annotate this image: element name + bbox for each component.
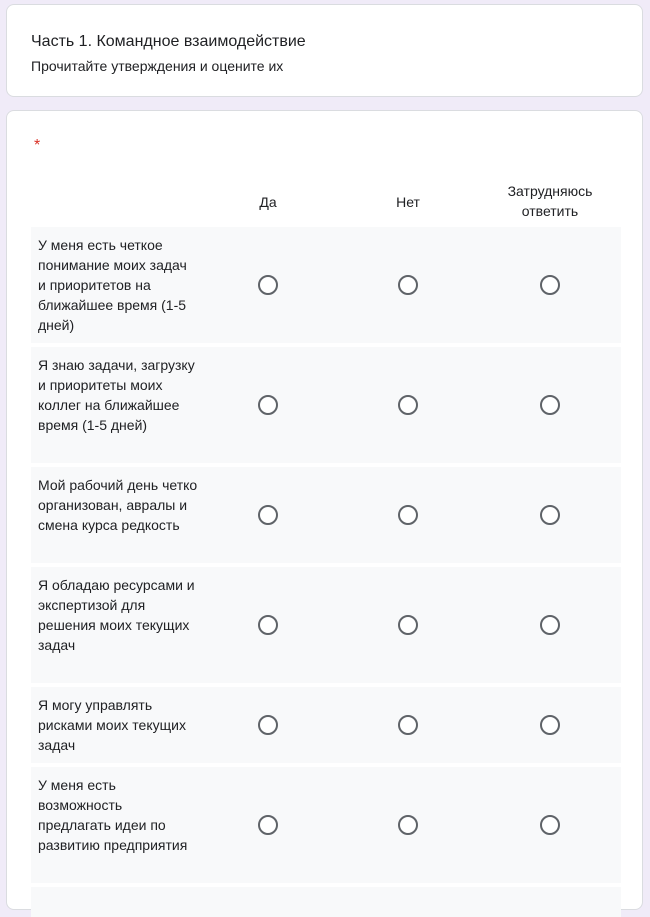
radio-row2-yes[interactable] — [258, 395, 278, 415]
grid-row — [31, 887, 621, 917]
grid-row — [31, 567, 621, 683]
section-description: Прочитайте утверждения и оцените их — [31, 58, 284, 74]
section-title: Часть 1. Командное взаимодействие — [31, 33, 306, 50]
row-label: У меня есть возможность предлагать идеи по развитию предприятия — [38, 777, 188, 853]
radio-row5-no[interactable] — [398, 715, 418, 735]
radio-row6-unsure[interactable] — [540, 815, 560, 835]
radio-row4-yes[interactable] — [258, 615, 278, 635]
row-label: Я могу управлять рисками моих текущих задач — [38, 697, 186, 753]
column-header-no: Нет — [396, 194, 420, 210]
section-header-card — [6, 4, 643, 97]
radio-row3-yes[interactable] — [258, 505, 278, 525]
radio-row2-unsure[interactable] — [540, 395, 560, 415]
column-header-unsure: Затрудняюсь ответить — [507, 183, 593, 219]
grid-row — [31, 227, 621, 343]
radio-row1-yes[interactable] — [258, 275, 278, 295]
radio-row2-no[interactable] — [398, 395, 418, 415]
grid-row — [31, 467, 621, 563]
radio-row5-unsure[interactable] — [540, 715, 560, 735]
grid-question-card — [6, 110, 643, 910]
grid-row — [31, 347, 621, 463]
radio-row5-yes[interactable] — [258, 715, 278, 735]
radio-row4-no[interactable] — [398, 615, 418, 635]
grid-row — [31, 687, 621, 763]
radio-row6-yes[interactable] — [258, 815, 278, 835]
row-label: Я знаю задачи, загрузку и приоритеты моих коллег на ближайшее время (1-5 дней) — [38, 357, 195, 433]
row-label: Я обладаю ресурсами и экспертизой для решения моих текущих задач — [38, 577, 195, 653]
grid-row — [31, 767, 621, 883]
column-header-yes: Да — [259, 194, 277, 210]
required-asterisk: * — [34, 137, 41, 154]
radio-row1-no[interactable] — [398, 275, 418, 295]
radio-row3-unsure[interactable] — [540, 505, 560, 525]
row-label: Мой рабочий день четко организован, авралы и смена курса редкость — [38, 477, 198, 533]
radio-row3-no[interactable] — [398, 505, 418, 525]
radio-row4-unsure[interactable] — [540, 615, 560, 635]
radio-row6-no[interactable] — [398, 815, 418, 835]
radio-row1-unsure[interactable] — [540, 275, 560, 295]
row-label: У меня есть четкое понимание моих задач и приоритетов на ближайшее время (1-5 дней) — [38, 237, 187, 333]
